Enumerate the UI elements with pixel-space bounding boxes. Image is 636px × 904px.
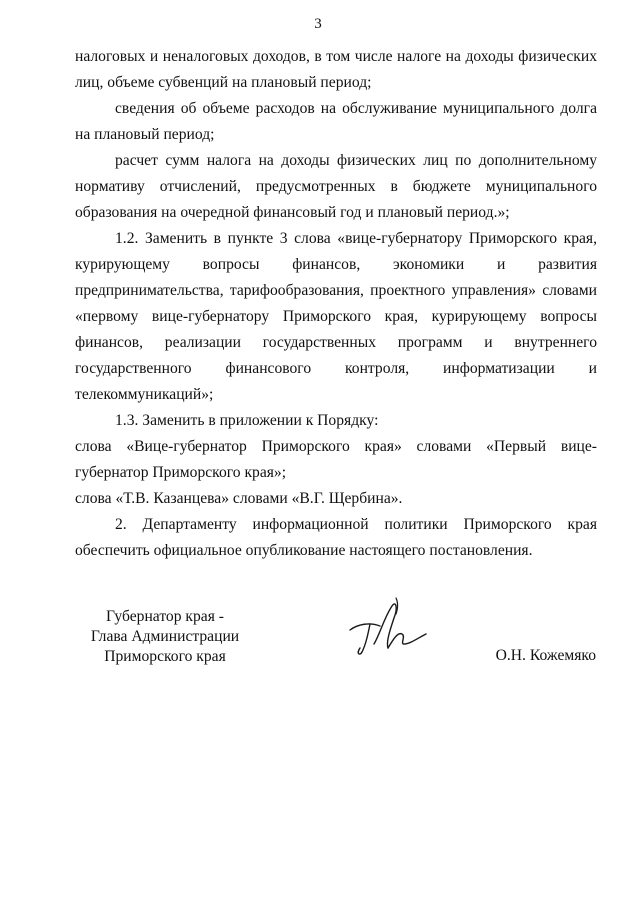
paragraph: 1.2. Заменить в пункте 3 слова «вице-губернатору Приморского края, курирующему вопросы финансов, экономики и развития предпринимательства, тарифообразования, проектного управления» словами «первому вице-губернатору Приморского края, курирующему вопросы финансов, реализации государственных программ и внутреннего государственного финансового контроля, информатизации и телекоммуникаций»; (75, 230, 597, 403)
position-line: Губернатор края - (106, 608, 224, 625)
handwritten-signature (340, 588, 430, 663)
paragraph: расчет сумм налога на доходы физических лиц по дополнительному нормативу отчислений, предусмотренных в бюджете муниципального образования на очередной финансовый год и плановый период.»; (75, 152, 597, 221)
page-number: 3 (314, 16, 322, 32)
paragraph: слова «Т.В. Казанцева» словами «В.Г. Щербина». (75, 490, 403, 507)
paragraph: 2. Департаменту информационной политики Приморского края обеспечить официальное опубликование настоящего постановления. (75, 516, 597, 559)
paragraph: налоговых и неналоговых доходов, в том числе налоге на доходы физических лиц, объеме субвенций на плановый период; (75, 48, 597, 91)
paragraph: сведения об объеме расходов на обслуживание муниципального долга на плановый период; (75, 100, 597, 143)
signatory-position (80, 607, 250, 667)
document-body (75, 44, 597, 564)
paragraph: 1.3. Заменить в приложении к Порядку: (115, 412, 379, 429)
signer-name: О.Н. Кожемяко (495, 647, 596, 664)
paragraph: слова «Вице-губернатор Приморского края» словами «Первый вице-губернатор Приморского края»; (75, 438, 597, 481)
position-line: Приморского края (104, 648, 226, 665)
position-line: Глава Администрации (90, 628, 240, 645)
